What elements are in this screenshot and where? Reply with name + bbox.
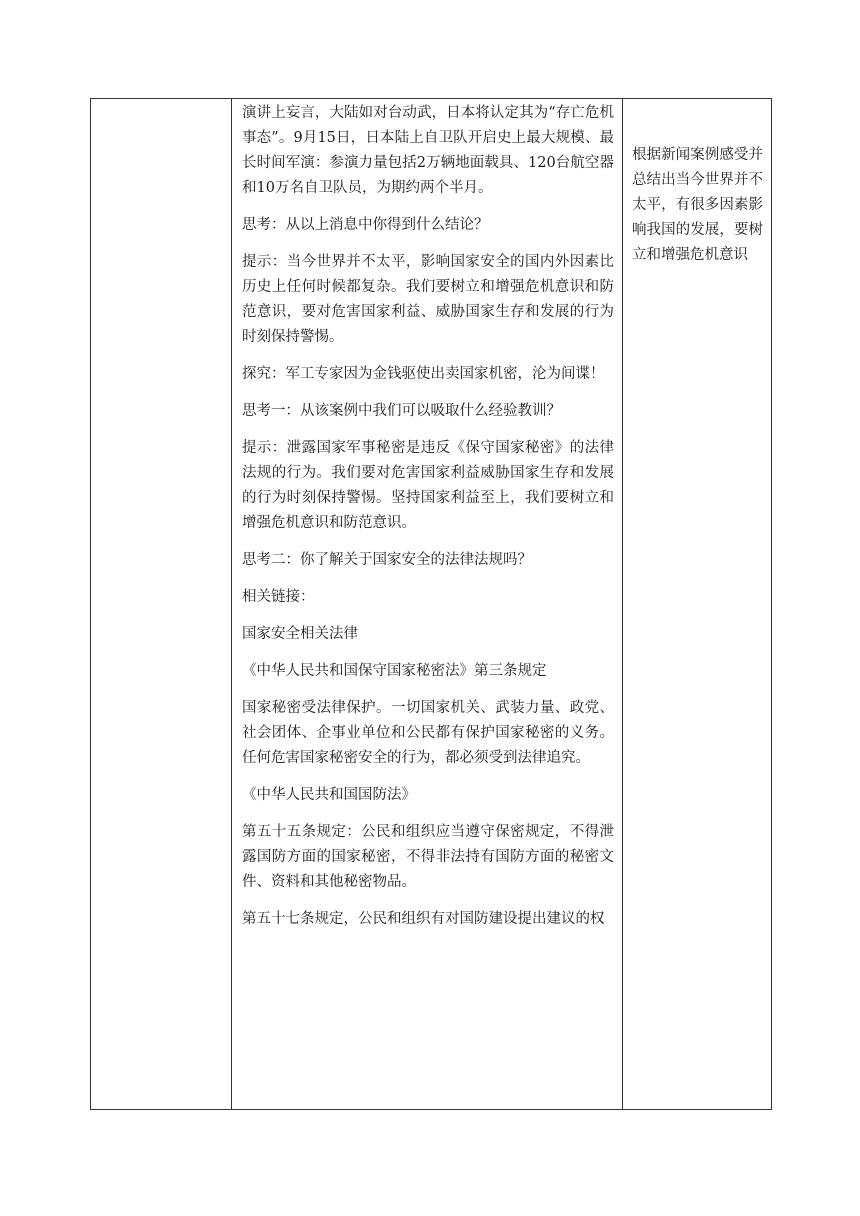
paragraph-article-55: 第五十五条规定：公民和组织应当遵守保密规定，不得泄露国防方面的国家秘密，不得非法持有国防方面的秘密文件、资料和其他秘密物品。 (242, 824, 614, 890)
paragraph-news-excerpt: 演讲上妄言，大陆如对台动武，日本将认定其为“存亡危机事态”。9月15日，日本陆上自卫队开启史上最大规模、最长时间军演：参演力量包括2万辆地面载具、120台航空器和10万名自卫队员，为期约两个半月。 (242, 105, 614, 196)
middle-column-cell (232, 99, 623, 1110)
design-intent-note: 根据新闻案例感受并总结出当今世界并不太平，有很多因素影响我国的发展，要树立和增强危机意识 (632, 147, 763, 263)
paragraph-secrets-law-title: 《中华人民共和国保守国家秘密法》第三条规定 (242, 663, 547, 679)
paragraph-explore: 探究：军工专家因为金钱驱使出卖国家机密，沦为间谍！ (242, 366, 605, 382)
left-column-cell (91, 99, 232, 1110)
paragraph-think-one: 思考一：从该案例中我们可以吸取什么经验教训？ (242, 403, 561, 419)
middle-column-content (232, 101, 622, 932)
paragraph-secrets-law-text: 国家秘密受法律保护。一切国家机关、武装力量、政党、社会团体、企事业单位和公民都有保护国家秘密的义务。任何危害国家秘密安全的行为，都必须受到法律追究。 (242, 700, 614, 766)
paragraph-hint-1: 提示：当今世界并不太平，影响国家安全的国内外因素比历史上任何时候都复杂。我们要树立和增强危机意识和防范意识，要对危害国家利益、威胁国家生存和发展的行为时刻保持警惕。 (242, 254, 614, 345)
paragraph-related-links: 相关链接： (242, 589, 315, 605)
paragraph-think-two: 思考二：你了解关于国家安全的法律法规吗？ (242, 552, 532, 568)
lesson-plan-table (90, 98, 772, 1110)
table-row (91, 99, 772, 1110)
paragraph-hint-2: 提示：泄露国家军事秘密是违反《保守国家秘密》的法律法规的行为。我们要对危害国家利益威胁国家生存和发展的行为时刻保持警惕。坚持国家利益至上，我们要树立和增强危机意识和防范意识。 (242, 440, 614, 531)
paragraph-think: 思考：从以上消息中你得到什么结论？ (242, 217, 489, 233)
right-column-cell (623, 99, 772, 1110)
paragraph-security-laws: 国家安全相关法律 (242, 626, 358, 642)
paragraph-defense-law-title: 《中华人民共和国国防法》 (242, 787, 416, 803)
paragraph-article-57: 第五十七条规定，公民和组织有对国防建设提出建议的权 (242, 911, 605, 927)
